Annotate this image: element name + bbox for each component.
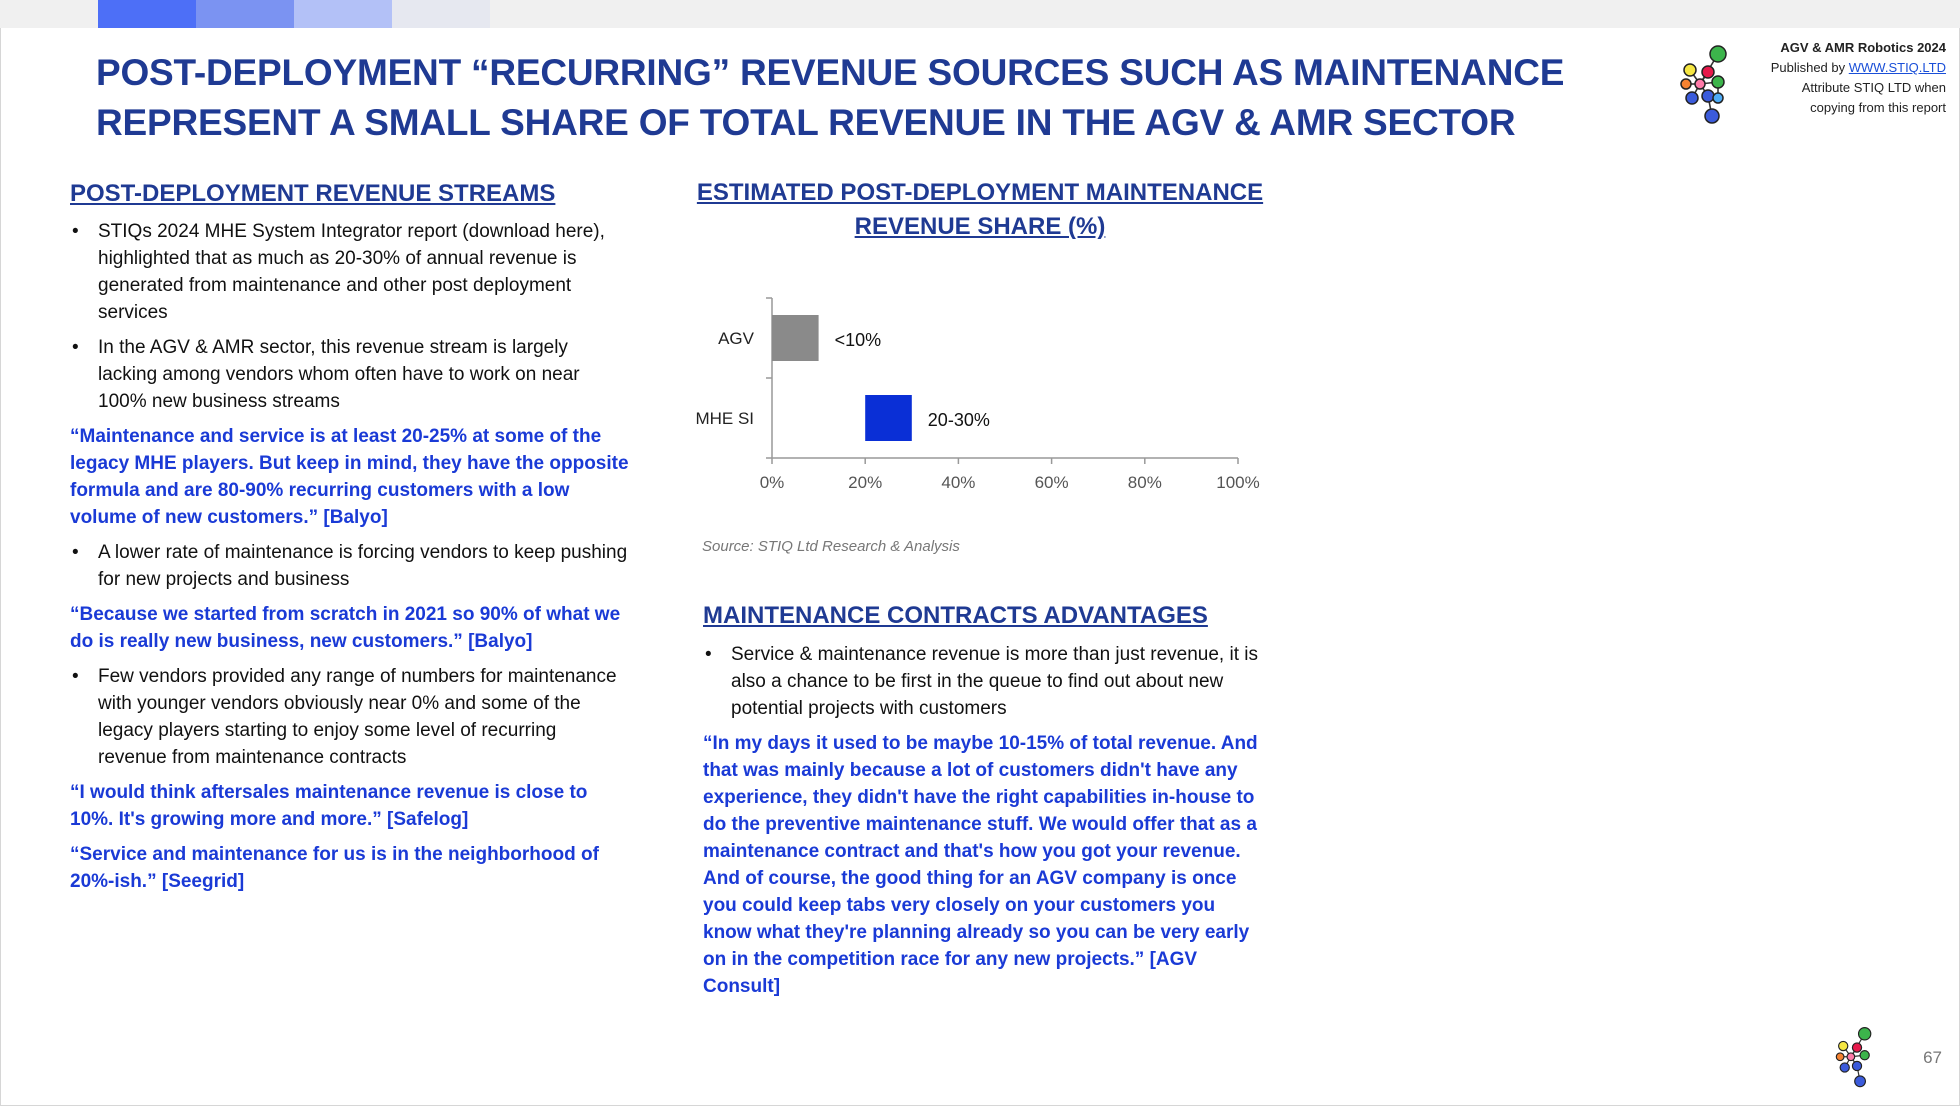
x-tick-label: 80% — [1127, 473, 1162, 492]
left-quote-4: “Service and maintenance for us is in the neighborhood of 20%-ish.” [Seegrid] — [70, 844, 599, 892]
bar — [772, 315, 819, 361]
progress-segment-3 — [294, 0, 392, 28]
left-bullet-3: • A lower rate of maintenance is forcing vendors to keep pushing for new projects and business — [70, 539, 630, 593]
chart-source: Source: STIQ Ltd Research & Analysis — [702, 538, 960, 555]
category-label: MHE SI — [695, 409, 754, 428]
brand-attribute-line: Attribute STIQ LTD when — [1801, 80, 1946, 95]
progress-segment-4 — [392, 0, 490, 28]
page-title-line-2: REPRESENT A SMALL SHARE OF TOTAL REVENUE IN THE AGV & AMR SECTOR — [96, 102, 1516, 143]
brand-published-prefix: Published by — [1770, 60, 1849, 75]
left-bullet-1: • STIQs 2024 MHE System Integrator report (download here), highlighted that as much as 20-30% of annual revenue is generated from maintenance and other post deployment services — [70, 218, 630, 326]
brand-published-line — [1771, 58, 1946, 78]
page-number: 67 — [1923, 1048, 1942, 1067]
chart — [660, 280, 1300, 500]
progress-segment-2 — [196, 0, 294, 28]
x-tick-label: 0% — [759, 473, 785, 492]
data-label: 20-30% — [927, 410, 990, 430]
category-label: AGV — [718, 329, 754, 348]
bar — [865, 395, 912, 441]
right-quote-1: “In my days it used to be maybe 10-15% of total revenue. And that was mainly because a lot of customers didn't have any experience, they didn't have the right capabilities in-house to do the preventive maintenance stuff. We would offer that as a maintenance contract and that's how you got your revenue. And of course, the good thing for an AGV company is once you could keep tabs very closely on your customers you know what they're planning already so you can be very early on in the competition race for any new projects.” [AGV Consult] — [703, 733, 1258, 997]
left-quote-3: “I would think aftersales maintenance revenue is close to 10%. It's growing more and more.” [Safelog] — [70, 782, 588, 830]
progress-segment-1 — [98, 0, 196, 28]
right-bullet-1: • Service & maintenance revenue is more than just revenue, it is also a chance to be first in the queue to find out about new potential projects with customers — [703, 641, 1265, 722]
footer-logo-icon — [1834, 1020, 1880, 1092]
chart-title: ESTIMATED POST-DEPLOYMENT MAINTENANCE REVENUE SHARE (%) — [696, 179, 1264, 240]
page-title — [96, 48, 1565, 148]
x-tick-label: 100% — [1216, 473, 1260, 492]
x-tick-label: 60% — [1034, 473, 1069, 492]
left-bullet-2: • In the AGV & AMR sector, this revenue stream is largely lacking among vendors whom often have to work on near 100% new business streams — [70, 334, 630, 415]
data-label: <10% — [834, 330, 882, 350]
left-quote-2: “Because we started from scratch in 2021 so 90% of what we do is really new business, new customers.” [Balyo] — [70, 604, 621, 652]
brand-copying-line: copying from this report — [1810, 100, 1946, 115]
left-section-heading: POST-DEPLOYMENT REVENUE STREAMS — [70, 180, 556, 207]
brand-website-link[interactable]: WWW.STIQ.LTD — [1848, 60, 1946, 75]
right-section-heading: MAINTENANCE CONTRACTS ADVANTAGES — [703, 602, 1208, 629]
page-title-line-1: POST-DEPLOYMENT “RECURRING” REVENUE SOURCES SUCH AS MAINTENANCE — [96, 52, 1565, 93]
left-bullet-4: • Few vendors provided any range of numbers for maintenance with younger vendors obviously near 0% and some of the legacy players starting to enjoy some level of recurring revenue from maintenance contracts — [70, 663, 630, 771]
left-quote-1: “Maintenance and service is at least 20-25% at some of the legacy MHE players. But keep in mind, they have the opposite formula and are 80-90% recurring customers with a low volume of new customers.” [Balyo] — [70, 426, 629, 528]
left-column — [70, 218, 630, 903]
brand-report-name: AGV & AMR Robotics 2024 — [1780, 40, 1946, 55]
x-tick-label: 40% — [941, 473, 976, 492]
brand-block — [1771, 38, 1946, 118]
right-column — [703, 641, 1265, 1008]
stiq-logo-icon — [1678, 42, 1738, 124]
x-tick-label: 20% — [848, 473, 883, 492]
